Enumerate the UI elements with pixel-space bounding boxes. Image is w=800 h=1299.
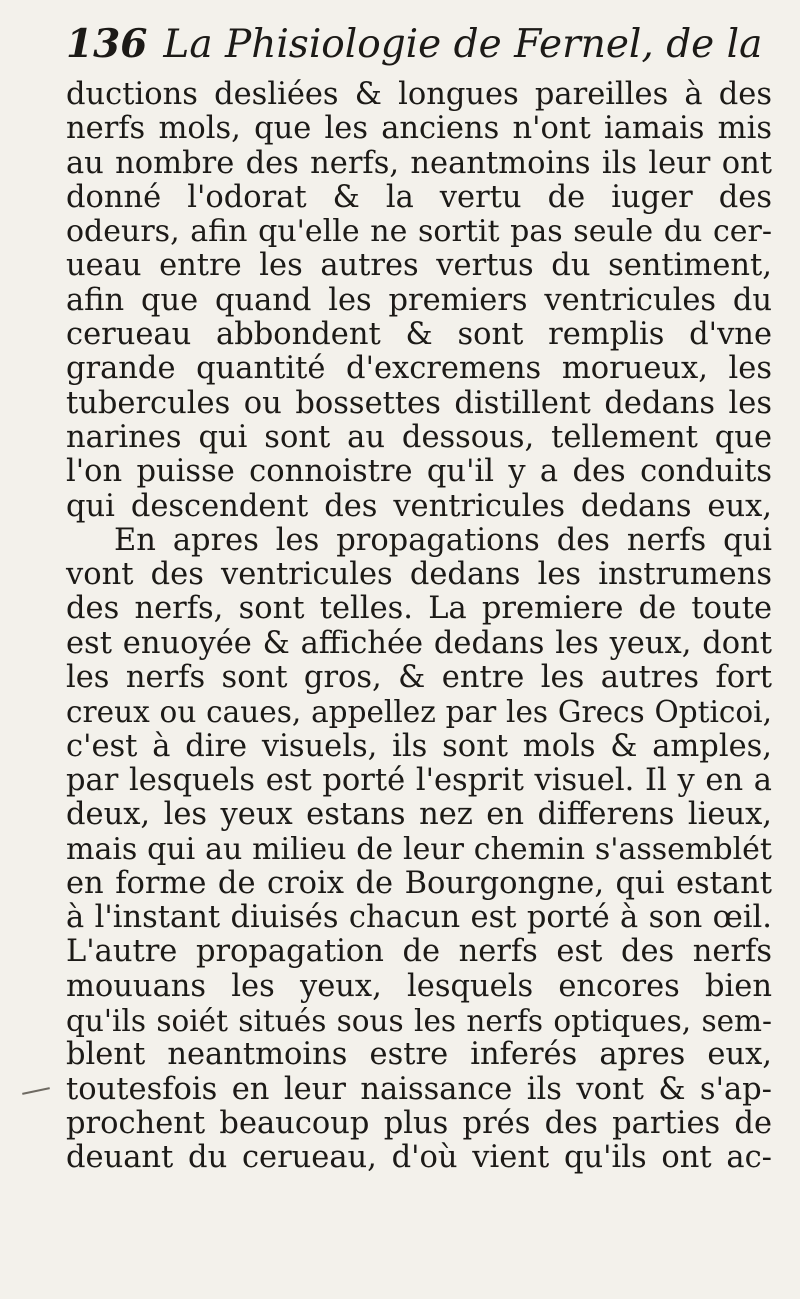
text-line: ueau entre les autres vertus du sentiment,	[66, 248, 772, 284]
text-line: nerfs mols, que les anciens n'ont iamais mis	[66, 111, 772, 147]
text-line: cerueau abbondent & sont remplis d'vne	[66, 317, 772, 353]
text-line: est enuoyée & affichée dedans les yeux, dont	[66, 625, 772, 661]
body-text	[66, 78, 772, 1176]
text-line: mais qui au milieu de leur chemin s'assemblét	[66, 831, 772, 867]
text-line: deux, les yeux estans nez en differens lieux,	[66, 797, 772, 833]
paragraph-start-line: En apres les propagations des nerfs qui	[114, 522, 772, 558]
text-line: toutesfois en leur naissance ils vont & s'ap-	[66, 1071, 772, 1107]
text-line: grande quantité d'excremens morueux, les	[66, 351, 772, 387]
text-line: ductions desliées & longues pareilles à des	[66, 77, 772, 112]
text-line: mouuans les yeux, lesquels encores bien	[66, 968, 772, 1004]
text-line: c'est à dire visuels, ils sont mols & amples,	[66, 728, 772, 764]
page-number: 136	[66, 21, 148, 67]
text-line: vont des ventricules dedans les instrumens	[66, 557, 772, 593]
text-line: les nerfs sont gros, & entre les autres fort	[66, 660, 772, 696]
text-line: qui descendent des ventricules dedans eux,	[66, 488, 772, 524]
text-line: odeurs, afin qu'elle ne sortit pas seule du cer-	[66, 214, 772, 250]
text-line: narines qui sont au dessous, tellement que	[66, 419, 772, 455]
text-line: afin que quand les premiers ventricules du	[66, 282, 772, 318]
text-line: L'autre propagation de nerfs est des nerfs	[66, 934, 772, 970]
text-line: deuant du cerueau, d'où vient qu'ils ont ac-	[66, 1140, 772, 1176]
text-line: tubercules ou bossettes distillent dedans les	[66, 385, 772, 421]
text-line: en forme de croix de Bourgongne, qui estant	[66, 865, 772, 901]
text-line: prochent beaucoup plus prés des parties de	[66, 1105, 772, 1141]
text-line: creux ou caues, appellez par les Grecs Opticoi,	[66, 695, 772, 730]
text-line: des nerfs, sont telles. La premiere de toute	[66, 591, 772, 627]
running-header	[66, 14, 766, 74]
text-line: l'on puisse connoistre qu'il y a des conduits	[66, 454, 772, 490]
text-line: au nombre des nerfs, neantmoins ils leur ont	[66, 145, 772, 181]
text-line: par lesquels est porté l'esprit visuel. Il y en a	[66, 762, 772, 798]
text-line: qu'ils soiét situés sous les nerfs optiques, sem-	[66, 1004, 772, 1039]
text-line: à l'instant diuisés chacun est porté à son œil.	[66, 900, 772, 936]
margin-ink-mark	[22, 1087, 50, 1095]
text-line: blent neantmoins estre inferés apres eux,	[66, 1037, 772, 1073]
running-title: La Phisiologie de Fernel, de la	[163, 22, 763, 67]
text-line: donné l'odorat & la vertu de iuger des	[66, 179, 772, 215]
